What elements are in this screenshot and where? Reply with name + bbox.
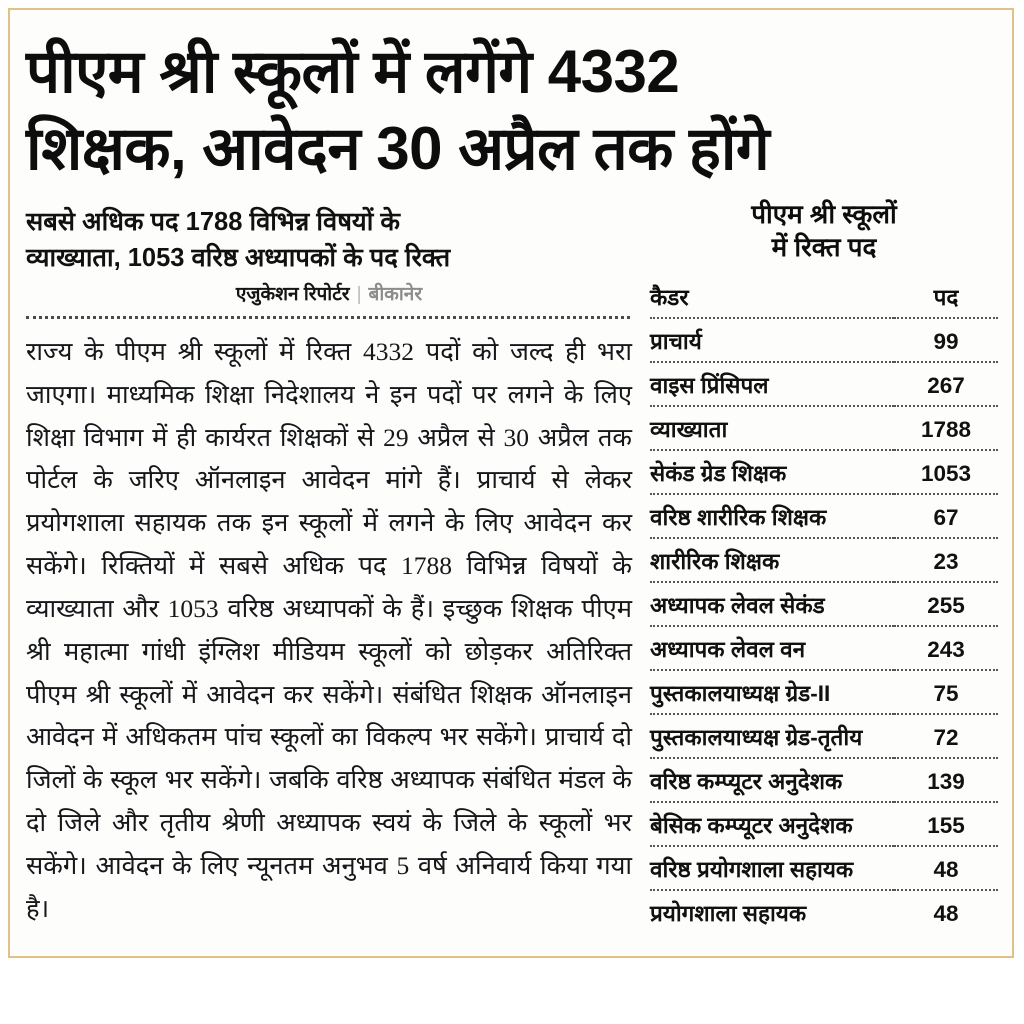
article-body <box>26 331 632 931</box>
table-header-row <box>650 281 998 318</box>
vacancy-table-title-line-2: में रिक्त पद <box>771 232 877 263</box>
table-row <box>650 846 998 890</box>
table-row <box>650 670 998 714</box>
table-row <box>650 450 998 494</box>
table-row <box>650 890 998 933</box>
table-row <box>650 494 998 538</box>
subheadline <box>26 204 632 276</box>
cell-posts: 48 <box>894 846 998 890</box>
headline-line-2: शिक्षक, आवेदन 30 अप्रैल तक होंगे <box>26 114 770 182</box>
table-row <box>650 406 998 450</box>
cell-posts: 67 <box>894 494 998 538</box>
cell-cadre: सेकंड ग्रेड शिक्षक <box>650 450 894 494</box>
table-row <box>650 626 998 670</box>
column-header-posts: पद <box>894 281 998 318</box>
cell-cadre: अध्यापक लेवल वन <box>650 626 894 670</box>
byline <box>26 285 632 306</box>
cell-posts: 139 <box>894 758 998 802</box>
table-row <box>650 318 998 362</box>
cell-cadre: शारीरिक शिक्षक <box>650 538 894 582</box>
vacancy-table <box>650 281 998 933</box>
subheadline-line-1: सबसे अधिक पद 1788 विभिन्न विषयों के <box>26 207 400 236</box>
cell-posts: 243 <box>894 626 998 670</box>
cell-posts: 48 <box>933 901 959 927</box>
vacancy-table-title-line-1: पीएम श्री स्कूलों <box>751 198 897 229</box>
headline <box>10 10 1012 188</box>
cell-cadre: वाइस प्रिंसिपल <box>650 362 894 406</box>
table-row <box>650 538 998 582</box>
cell-cadre: बेसिक कम्प्यूटर अनुदेशक <box>650 802 894 846</box>
cell-posts: 155 <box>894 802 998 846</box>
table-row <box>650 582 998 626</box>
vacancy-table-head <box>650 281 998 318</box>
headline-line-1: पीएम श्री स्कूलों में लगेंगे 4332 <box>26 38 680 105</box>
cell-cadre: पुस्तकालयाध्यक्ष ग्रेड-तृतीय <box>650 714 894 758</box>
vacancy-table-title <box>650 198 998 266</box>
cell-posts: 1053 <box>894 450 998 494</box>
byline-place: बीकानेर <box>368 284 423 305</box>
cell-posts: 75 <box>894 670 998 714</box>
table-row <box>650 802 998 846</box>
cell-cadre: वरिष्ठ प्रयोगशाला सहायक <box>650 846 894 890</box>
article-paragraph: राज्य के पीएम श्री स्कूलों में रिक्त 4332 पदों को जल्द ही भरा जाएगा। माध्यमिक शिक्षा निदेशालय ने इन पदों पर लगने के लिए शिक्षा विभाग में ही कार्यरत शिक्षकों से 29 अप्रैल से 30 अप्रैल तक पोर्टल के जरिए ऑनलाइन आवेदन मांगे हैं। प्राचार्य से लेकर प्रयोगशाला सहायक तक इन स्कूलों में लगने के लिए आवेदन कर सकेंगे। रिक्तियों में सबसे अधिक पद 1788 विभिन्न विषयों के व्याख्याता और 1053 वरिष्ठ अध्यापकों के हैं। इच्छुक शिक्षक पीएम श्री महात्मा गांधी इंग्लिश मीडियम स्कूलों को छोड़कर अतिरिक्त पीएम श्री स्कूलों में आवेदन कर सकेंगे। संबंधित शिक्षक ऑनलाइन आवेदन में अधिकतम पांच स्कूलों का विकल्प भर सकेंगे। प्राचार्य दो जिलों के स्कूल भर सकेंगे। जबकि वरिष्ठ अध्यापक संबंधित मंडल के दो जिले और तृतीय श्रेणी अध्यापक स्वयं के जिले के स्कूलों भर सकेंगे। आवेदन के लिए न्यूनतम अनुभव 5 वर्ष अनिवार्य किया गया है। <box>26 336 632 923</box>
cell-cadre: प्राचार्य <box>650 318 894 362</box>
content-columns <box>10 188 1012 934</box>
cell-posts: 99 <box>894 318 998 362</box>
cell-posts: 1788 <box>894 406 998 450</box>
cell-cadre: अध्यापक लेवल सेकंड <box>650 582 894 626</box>
article-column <box>10 188 642 931</box>
vacancy-table-body <box>650 318 998 933</box>
byline-divider <box>26 316 630 319</box>
cell-posts: 255 <box>894 582 998 626</box>
cell-posts: 23 <box>894 538 998 582</box>
cell-cadre: व्याख्याता <box>650 406 894 450</box>
byline-separator: | <box>356 284 362 305</box>
cell-cadre: वरिष्ठ कम्प्यूटर अनुदेशक <box>650 758 894 802</box>
vacancy-table-column <box>642 188 1012 934</box>
cell-cadre: पुस्तकालयाध्यक्ष ग्रेड-II <box>650 670 894 714</box>
cell-cadre: प्रयोगशाला सहायक <box>650 901 807 927</box>
subheadline-line-2: व्याख्याता, 1053 वरिष्ठ अध्यापकों के पद रिक्त <box>26 243 451 272</box>
table-row <box>650 758 998 802</box>
table-row <box>650 714 998 758</box>
byline-reporter: एजुकेशन रिपोर्टर <box>235 284 350 305</box>
cell-posts: 72 <box>894 714 998 758</box>
cell-cadre: वरिष्ठ शारीरिक शिक्षक <box>650 494 894 538</box>
column-header-cadre: कैडर <box>650 281 894 318</box>
cell-posts: 267 <box>894 362 998 406</box>
table-row <box>650 362 998 406</box>
newspaper-clipping <box>8 8 1014 958</box>
